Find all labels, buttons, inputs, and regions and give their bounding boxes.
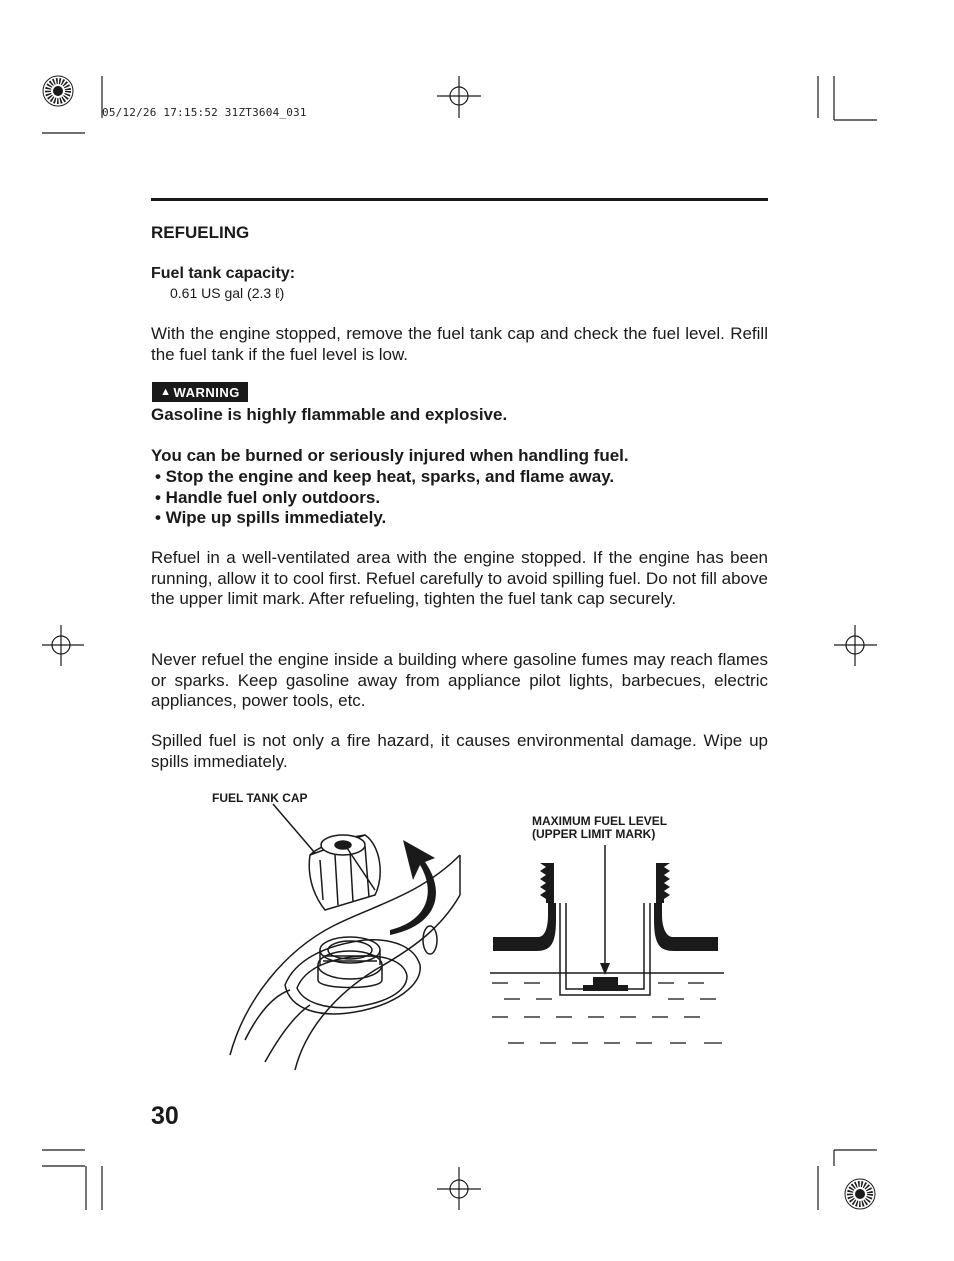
warning-bullet: • Handle fuel only outdoors.	[155, 487, 381, 507]
warning-headline: Gasoline is highly flammable and explosive.	[151, 405, 508, 424]
crosshair-bottom	[437, 1167, 481, 1210]
crosshair-top	[437, 76, 481, 118]
header-rule	[151, 198, 768, 201]
body-paragraph: Refuel in a well-ventilated area with the engine stopped. If the engine has been running, allow it to cool first. Refuel carefully to avoid spilling fuel. Do not fill above the upper limit mark. After refueling, tighten the fuel tank cap securely.	[151, 548, 768, 608]
warning-triangle-icon: ▲	[160, 386, 172, 398]
registration-star-bottom-right	[845, 1179, 875, 1209]
crosshair-left	[42, 625, 84, 666]
fuel-tank-cap-label: FUEL TANK CAP	[212, 791, 308, 805]
section-title: REFUELING	[151, 223, 250, 242]
body-paragraph: Spilled fuel is not only a fire hazard, it causes environmental damage. Wipe up spills immediately.	[151, 731, 768, 771]
warning-bullet: • Stop the engine and keep heat, sparks, and flame away.	[155, 467, 615, 486]
fuel-level-diagram	[488, 845, 728, 1050]
capacity-value: 0.61 US gal (2.3 ℓ)	[170, 285, 285, 301]
intro-paragraph: With the engine stopped, remove the fuel tank cap and check the fuel level. Refill the fuel tank if the fuel level is low.	[151, 324, 768, 364]
page-number: 30	[151, 1102, 179, 1130]
warning-bullet-list	[155, 467, 614, 529]
fuel-tank-illustration	[225, 800, 470, 1080]
warning-badge	[152, 382, 248, 402]
warning-bullet: • Wipe up spills immediately.	[155, 508, 387, 527]
crosshair-right	[834, 625, 877, 666]
registration-star-top-left	[43, 76, 73, 106]
print-timestamp: 05/12/26 17:15:52 31ZT3604_031	[102, 106, 307, 119]
capacity-label: Fuel tank capacity:	[151, 265, 296, 282]
max-fuel-level-label: MAXIMUM FUEL LEVEL	[532, 814, 668, 828]
body-paragraph: Never refuel the engine inside a building where gasoline fumes may reach flames or sparks. Keep gasoline away from appliance pilot lights, barbecues, electric appliances, power tools, etc.	[151, 650, 768, 710]
warning-badge-label: WARNING	[173, 384, 240, 400]
upper-limit-mark-label: (UPPER LIMIT MARK)	[532, 827, 656, 841]
warning-subhead: You can be burned or seriously injured when handling fuel.	[151, 446, 629, 465]
